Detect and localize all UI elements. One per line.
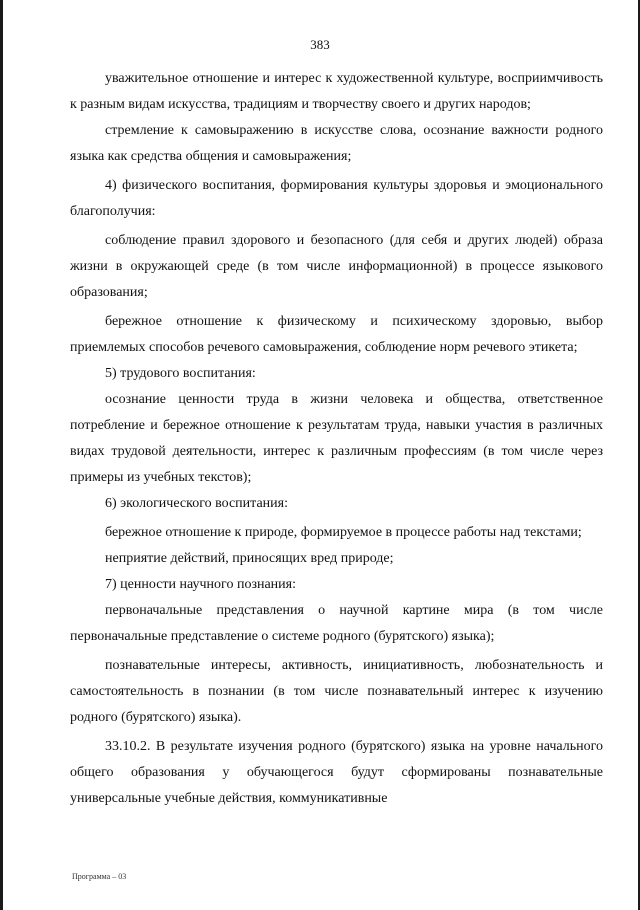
paragraph-culture-respect: уважительное отношение и интерес к художественной культуре, восприимчивость к разным видам искусства, традициям и творчеству своего и других народов;	[70, 71, 603, 112]
paragraph-section-33-10-2: 33.10.2. В результате изучения родного (бурятского) языка на уровне начального общего образования у обучающегося будут сформированы познавательные универсальные учебные действия, коммуникативные	[70, 739, 603, 806]
paragraph-cognitive-interests: познавательные интересы, активность, инициативность, любознательность и самостоятельность в познании (в том числе познавательный интерес к изучению родного (бурятского) языка).	[70, 658, 603, 725]
heading-physical-education: 4) физического воспитания, формирования культуры здоровья и эмоционального благополучия:	[70, 178, 603, 219]
paragraph-healthy-lifestyle: соблюдение правил здорового и безопасного (для себя и других людей) образа жизни в окружающей среде (в том числе информационной) в процессе языкового образования;	[70, 233, 603, 300]
paragraph-health-care: бережное отношение к физическому и психическому здоровью, выбор приемлемых способов речевого самовыражения, соблюдение норм речевого этикета;	[70, 314, 603, 355]
document-body	[70, 66, 603, 812]
paragraph-self-expression: стремление к самовыражению в искусстве слова, осознание важности родного языка как средства общения и самовыражения;	[70, 123, 603, 164]
paragraph-care-for-nature: бережное отношение к природе, формируемое в процессе работы над текстами;	[105, 525, 582, 540]
page-number: 383	[310, 37, 330, 52]
paragraph-nature-harm: неприятие действий, приносящих вред природе;	[105, 551, 394, 566]
heading-scientific-knowledge: 7) ценности научного познания:	[105, 577, 296, 592]
page-scan-edge-left	[0, 0, 3, 910]
heading-ecological-education: 6) экологического воспитания:	[105, 496, 288, 511]
heading-labor-education: 5) трудового воспитания:	[105, 366, 256, 381]
paragraph-value-of-labor: осознание ценности труда в жизни человека и общества, ответственное потребление и бережное отношение к результатам труда, навыки участия в различных видах трудовой деятельности, интерес к различным профессиям (в том числе через примеры из учебных текстов);	[70, 392, 603, 485]
footer-program-label: Программа – 03	[72, 872, 127, 881]
paragraph-world-picture: первоначальные представления о научной картине мира (в том числе первоначальные представление о системе родного (бурятского) языка);	[70, 603, 603, 644]
